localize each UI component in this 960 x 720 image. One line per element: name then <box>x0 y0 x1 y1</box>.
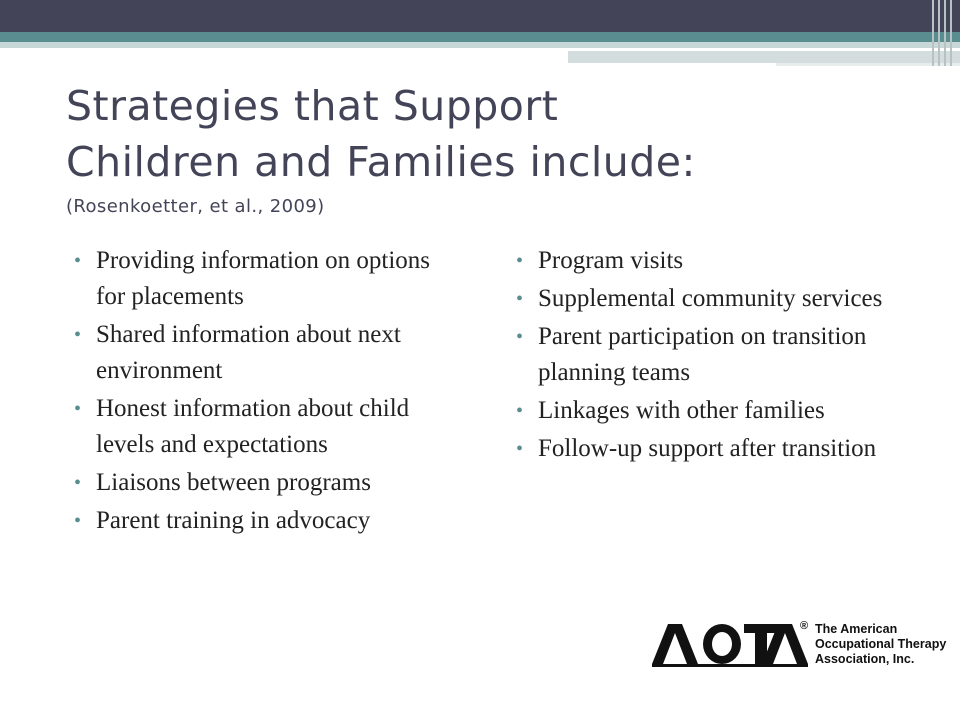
list-item-text: Parent training in advocacy <box>96 507 371 534</box>
list-item-text: Linkages with other families <box>538 397 825 424</box>
bullet-icon: • <box>74 472 82 494</box>
list-item-text: Follow-up support after transition <box>538 435 877 462</box>
list-item <box>514 393 914 429</box>
right-bullet-list <box>514 243 914 469</box>
bullet-icon: • <box>516 438 524 460</box>
list-item <box>514 431 914 467</box>
aota-logo-mark <box>650 620 810 668</box>
header-stripes <box>928 0 960 66</box>
aota-logo <box>650 620 960 668</box>
title-citation: (Rosenkoetter, et al., 2009) <box>66 196 325 217</box>
logo-tagline-line: Occupational Therapy <box>815 637 947 651</box>
list-item <box>514 319 914 391</box>
logo-tagline <box>815 622 946 667</box>
list-item <box>514 243 914 279</box>
header-band-grey <box>568 51 960 63</box>
list-item <box>72 317 462 389</box>
title-line-2: Children and Families include: <box>66 138 696 186</box>
bullet-icon: • <box>516 250 524 272</box>
list-item-text: Honest information about child levels and expectations <box>96 395 410 458</box>
bullet-icon: • <box>516 400 524 422</box>
list-item <box>72 503 462 539</box>
header-band-dark <box>0 0 960 32</box>
registered-mark: ® <box>800 620 809 632</box>
title-line-1: Strategies that Support <box>66 82 559 130</box>
logo-tagline-line: Association, Inc. <box>815 652 915 666</box>
bullet-icon: • <box>74 510 82 532</box>
bullet-icon: • <box>516 326 524 348</box>
slide-title <box>66 78 926 222</box>
bullet-icon: • <box>74 398 82 420</box>
bullet-icon: • <box>74 250 82 272</box>
list-item-text: Liaisons between programs <box>96 469 371 496</box>
list-item <box>72 391 462 463</box>
list-item-text: Supplemental community services <box>538 285 883 312</box>
list-item-text: Shared information about next environment <box>96 321 401 384</box>
list-item-text: Parent participation on transition planning teams <box>538 323 867 386</box>
bullet-icon: • <box>74 324 82 346</box>
logo-tagline-line: The American <box>815 622 898 636</box>
left-bullet-list <box>72 243 462 541</box>
list-item-text: Program visits <box>538 247 684 274</box>
list-item-text: Providing information on options for placements <box>96 247 431 310</box>
list-item <box>72 243 462 315</box>
header-band-teal <box>0 32 960 42</box>
list-item <box>514 281 914 317</box>
bullet-icon: • <box>516 288 524 310</box>
list-item <box>72 465 462 501</box>
